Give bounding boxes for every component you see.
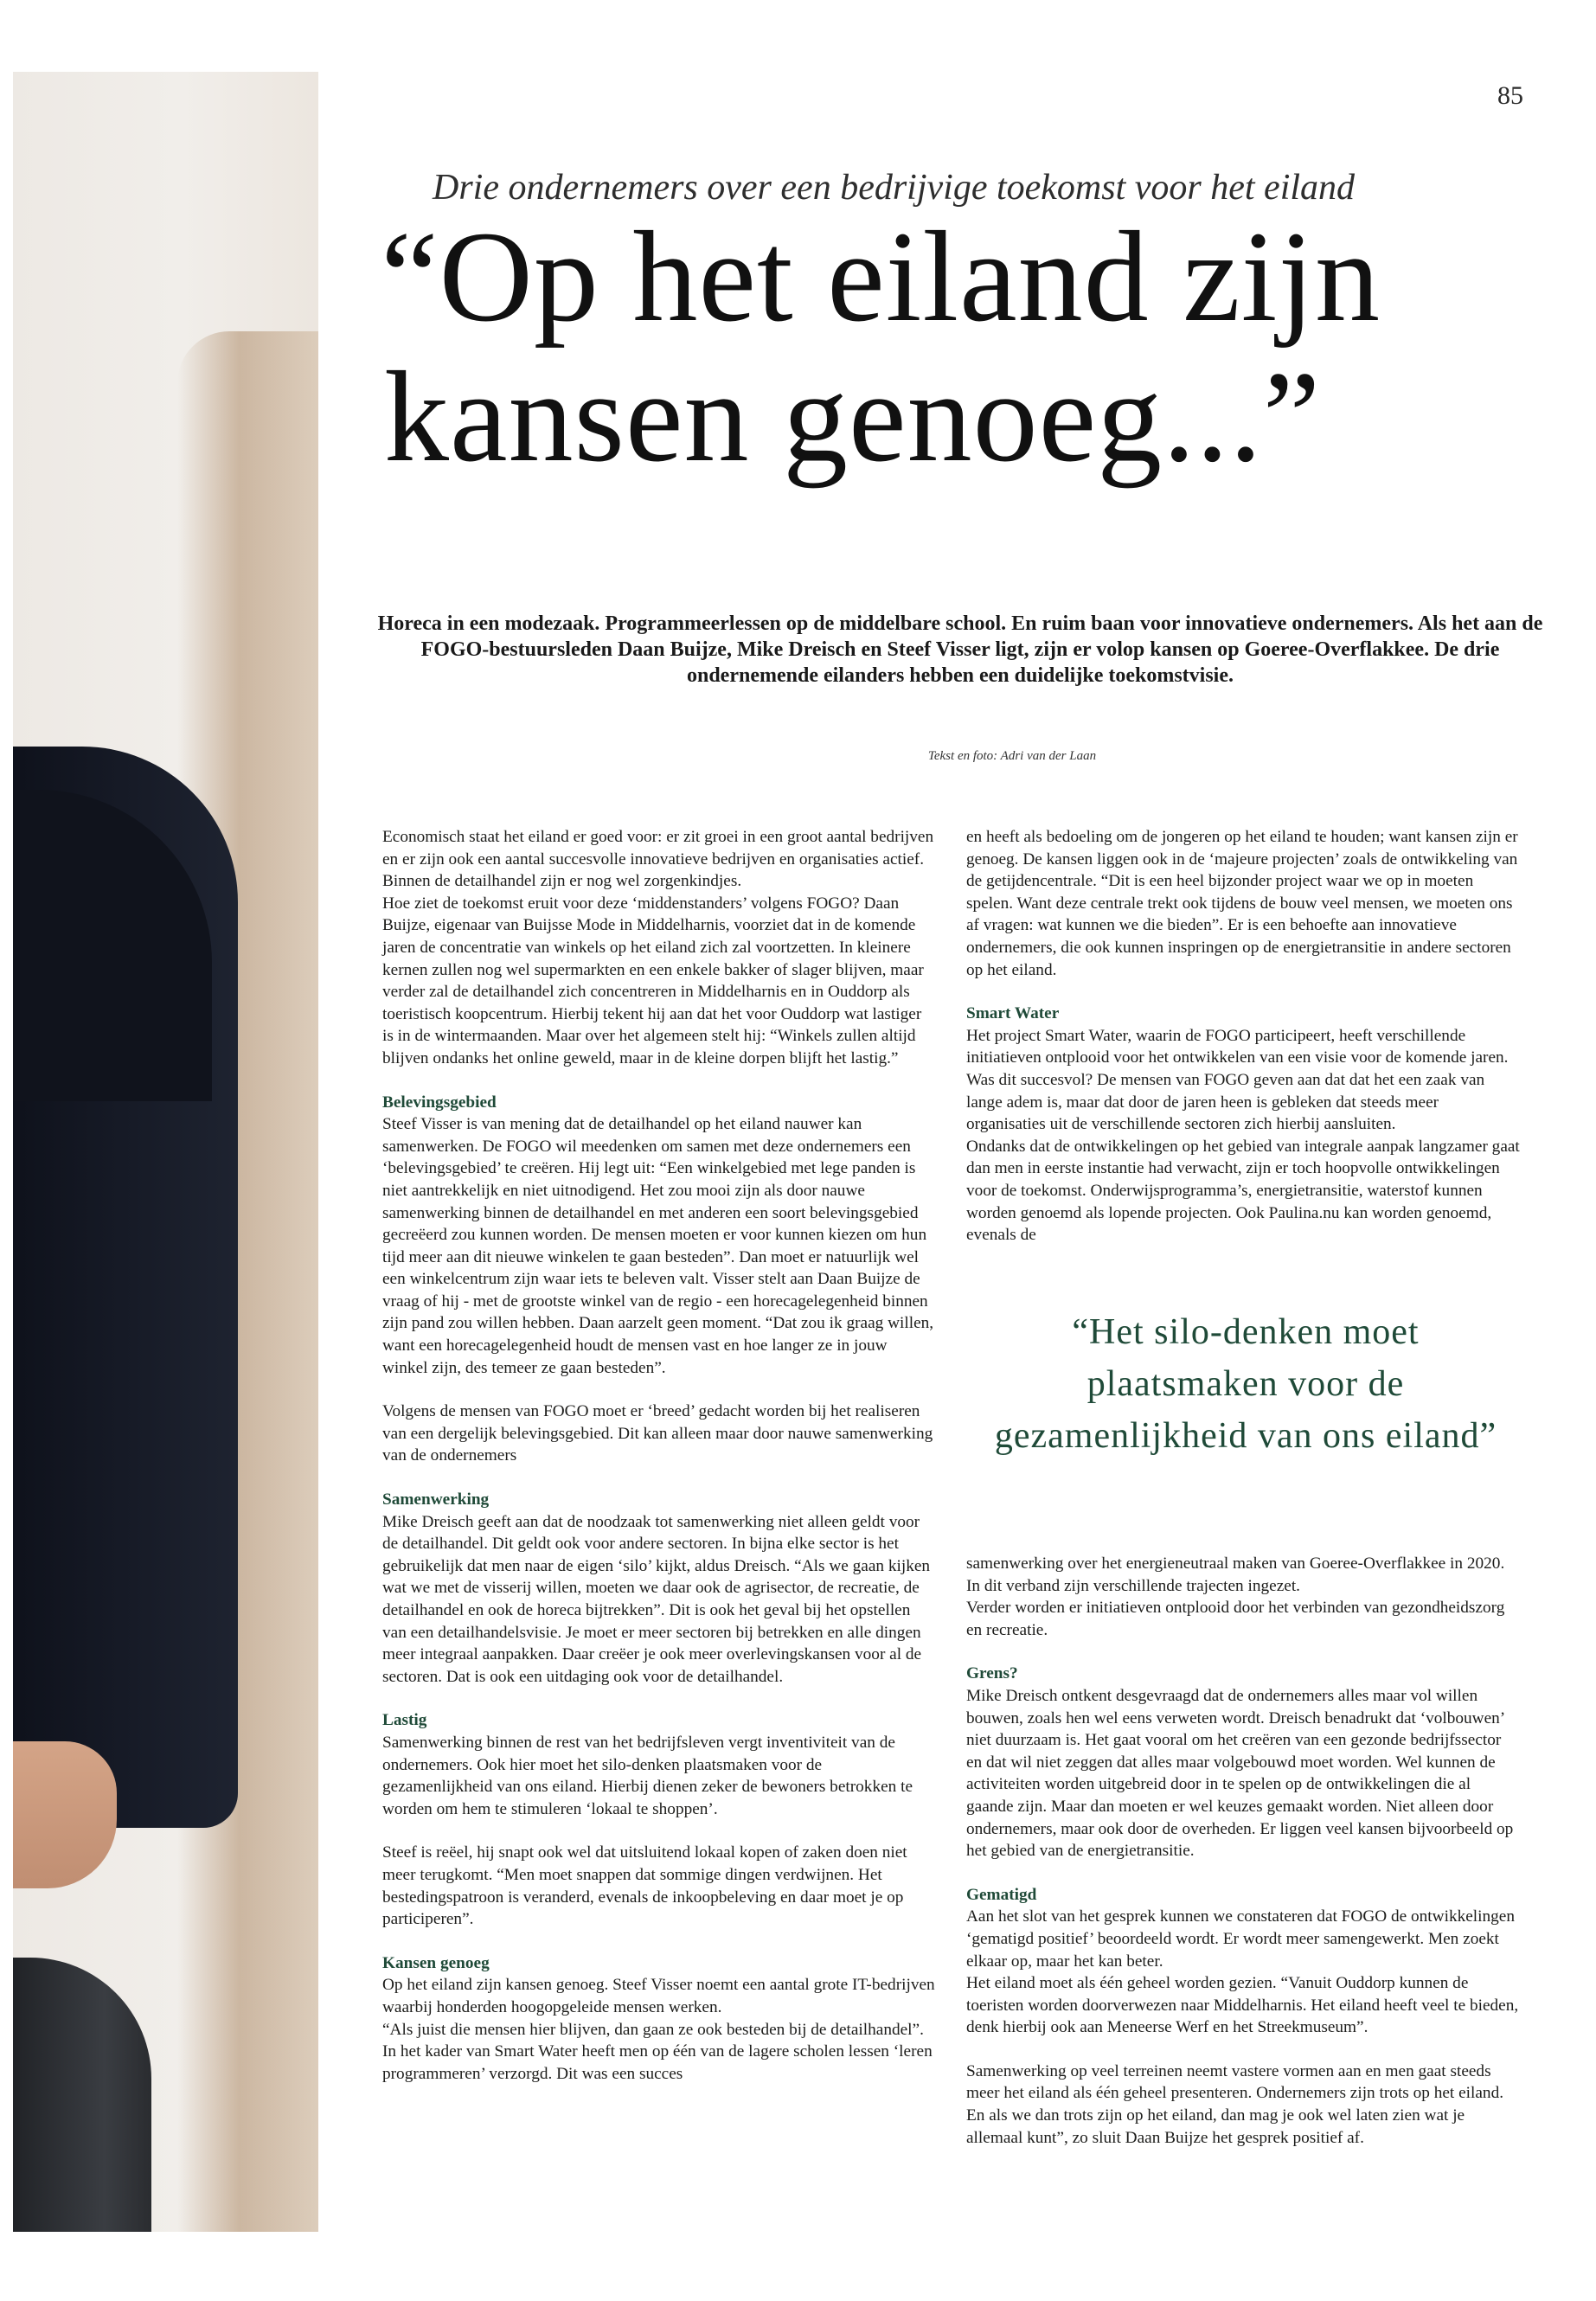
paragraph: Mike Dreisch geeft aan dat de noodzaak tot samenwerking niet alleen geldt voor de detailhandel. Dit geldt ook voor andere sectoren. In bijna elke sector is het gebruikelijk dat men naar de eigen ‘silo’ kijkt, aldus Dreisch. “Als we gaan kijken wat we met de visserij willen, moeten we daar ook de agrisector, de recreatie, de detailhandel en ook de horeca bijtrekken”. Dit is ook het geval bij het opstellen van een detailhandelsvisie. Je moet er meer sectoren bij betrekken en alle dingen meer integraal aanpakken. Daar creëer je ook meer overlevingskansen voor al de sectoren. Dat is ook een uitdaging ook voor de detailhandel. <box>382 1512 931 1686</box>
right-column-top <box>966 826 1520 1247</box>
section-heading-kansen-genoeg: Kansen genoeg <box>382 1953 490 1972</box>
page-number: 85 <box>1497 81 1523 110</box>
paragraph: Aan het slot van het gesprek kunnen we constateren dat FOGO de ontwikkelingen ‘gematigd positief’ beoordeeld wordt. Er wordt meer samengewerkt. Men zoekt elkaar op, maar het kan beter. <box>966 1907 1515 1971</box>
paragraph: Samenwerking op veel terreinen neemt vastere vormen aan en men gaat steeds meer het eiland als één geheel presenteren. Ondernemers zijn trots op het eiland. En als we dan trots zijn op het eiland, dan mag je ook wel laten zien wat je allemaal kunt”, zo sluit Daan Buijze het gesprek positief af. <box>966 2061 1504 2147</box>
headline-line-1: “Op het eiland zijn <box>381 205 1381 349</box>
section-heading-samenwerking: Samenwerking <box>382 1490 490 1509</box>
section-heading-grens: Grens? <box>966 1664 1018 1683</box>
paragraph: Economisch staat het eiland er goed voor: er zit groei in een groot aantal bedrijven en er zijn ook een aantal succesvolle innovatieve bedrijven en organisaties actief. Binnen de detailhandel zijn er nog wel zorgenkindjes. <box>382 828 934 891</box>
paragraph: Samenwerking binnen de rest van het bedrijfsleven vergt inventiviteit van de ondernemers. Ook hier moet het silo-denken plaatsmaken voor de gezamenlijkheid van ons eiland. Hierbij dienen zeker de bewoners betrokken te worden om hem te stimuleren ‘lokaal te shoppen’. <box>382 1733 913 1818</box>
paragraph: Mike Dreisch ontkent desgevraagd dat de ondernemers alles maar vol willen bouwen, zoals hen wel eens verweten wordt. Dreisch benadrukt dat ‘volbouwen’ niet duurzaam is. Het gaat vooral om het creëren van een gezonde bedrijfssector en dat wil niet zeggen dat alles maar volgebouwd moet worden. Wel kunnen de activiteiten worden uitgebreid door in te spelen op de ontwikkelingen die al gaande zijn. Maar dan moeten er wel keuzes gemaakt worden. Niet alleen door ondernemers, maar ook door de overheden. Er liggen veel kansen bijvoorbeeld op het gebied van de energietransitie. <box>966 1686 1514 1861</box>
photo-credit: Tekst en foto: Adri van der Laan <box>927 749 1097 763</box>
article-lead: Horeca in een modezaak. Programmeerlessen op de middelbare school. En ruim baan voor innovatieve ondernemers. Als het aan de FOGO-bestuursleden Daan Buijze, Mike Dreisch en Steef Visser ligt, zijn er volop kansen op Goeree-Overflakkee. De drie ondernemende eilanders hebben een duidelijke toekomstvisie. <box>377 612 1543 687</box>
paragraph: Het eiland moet als één geheel worden gezien. “Vanuit Ouddorp kunnen de toeristen worden doorverwezen naar Middelharnis. Het eiland heeft veel te bieden, denk hierbij ook aan Meneerse Werf en het Streekmuseum”. <box>966 1974 1519 2037</box>
paragraph: Steef Visser is van mening dat de detailhandel op het eiland nauwer kan samenwerken. De FOGO wil meedenken om samen met deze ondernemers een ‘belevingsgebied’ te creëren. Hij legt uit: “Een winkelgebied met lege panden is niet aantrekkelijk en niet uitnodigend. Het zou mooi zijn als door nauwe samenwerking binnen de detailhandel en met anderen een soort belevingsgebied gecreëerd zou kunnen worden. De mensen moeten er voor kunnen kiezen om hun tijd meer aan dit nieuwe winkelen te gaan besteden”. Dan moet er natuurlijk wel een winkelcentrum zijn waar iets te beleven valt. Visser stelt aan Daan Buijze de vraag of hij - met de grootste winkel van de regio - een horecagelegenheid binnen zijn pand zou willen hebben. Daan aarzelt geen moment. “Dat zou ik graag willen, want een horecagelegenheid houdt de mensen vast en hoe langer ze in jouw winkel zijn, des temeer ze gaan besteden”. <box>382 1115 934 1377</box>
paragraph: Het project Smart Water, waarin de FOGO participeert, heeft verschillende initiatieven ontplooid voor het ontwikkelen van een visie voor de komende jaren. Was dit succesvol? De mensen van FOGO geven aan dat dat het een zaak van lange adem is, maar dat door de jaren heen is gebleken dat steeds meer organisaties uit de verschillende sectoren zich hierbij aansluiten. <box>966 1026 1509 1134</box>
portrait-photo <box>13 72 318 2232</box>
paragraph: Hoe ziet de toekomst eruit voor deze ‘middenstanders’ volgens FOGO? Daan Buijze, eigenaar van Buijsse Mode in Middelharnis, voorziet dat in de komende jaren de concentratie van winkels op het eiland zich zal voortzetten. In kleinere kernen zullen nog wel supermarkten en een enkele bakker of slager blijven, maar verder zal de detailhandel zich concentreren in Middelharnis en in Ouddorp als toeristisch koopcentrum. Hierbij tekent hij aan dat het voor Ouddorp wat lastiger is in de wintermaanden. Maar over het algemeen stelt hij: “Winkels zullen altijd blijven ondanks het online geweld, maar in de kleine dorpen blijft het lastig.” <box>382 894 924 1067</box>
paragraph: Op het eiland zijn kansen genoeg. Steef Visser noemt een aantal grote IT-bedrijven waarbij honderden hoogopgeleide mensen werken. <box>382 1976 935 2016</box>
photo-hand <box>13 1741 117 1888</box>
paragraph: Ondanks dat de ontwikkelingen op het gebied van integrale aanpak langzamer gaat dan men in eerste instantie had verwacht, zijn er toch hoopvolle ontwikkelingen voor de toekomst. Onderwijsprogramma’s, energietransitie, waterstof kunnen worden genoemd als lopende projecten. Ook Paulina.nu kan worden genoemd, evenals de <box>966 1137 1520 1245</box>
section-heading-belevingsgebied: Belevingsgebied <box>382 1093 497 1112</box>
section-heading-gematigd: Gematigd <box>966 1885 1037 1904</box>
paragraph: Volgens de mensen van FOGO moet er ‘breed’ gedacht worden bij het realiseren van een dergelijk belevingsgebied. Dit kan alleen maar door nauwe samenwerking van de ondernemers <box>382 1402 933 1465</box>
paragraph: Verder worden er initiatieven ontplooid door het verbinden van gezondheidszorg en recreatie. <box>966 1599 1505 1639</box>
headline-line-2: kansen genoeg...” <box>384 345 1322 489</box>
paragraph: Steef is reëel, hij snapt ook wel dat uitsluitend lokaal kopen of zaken doen niet meer terugkomt. “Men moet snappen dat sommige dingen verdwijnen. Het bestedingspatroon is veranderd, evenals de inkoopbeleving en daar moet je op participeren”. <box>382 1843 907 1929</box>
left-column <box>382 826 936 2085</box>
paragraph: “Als juist die mensen hier blijven, dan gaan ze ook besteden bij de detailhandel”. In het kader van Smart Water heeft men op één van de lagere scholen lessen ‘leren programmeren’ verzorgd. Dit was een succes <box>382 2020 933 2083</box>
right-column-bottom <box>966 1553 1520 2149</box>
photo-chair <box>13 1958 151 2232</box>
section-heading-lastig: Lastig <box>382 1711 427 1730</box>
section-heading-smart-water: Smart Water <box>966 1004 1060 1023</box>
paragraph: samenwerking over het energieneutraal maken van Goeree-Overflakkee in 2020. In dit verband zijn verschillende trajecten ingezet. <box>966 1554 1505 1595</box>
article-kicker: Drie ondernemers over een bedrijvige toekomst voor het eiland <box>433 168 1356 208</box>
paragraph: en heeft als bedoeling om de jongeren op het eiland te houden; want kansen zijn er genoeg. De kansen liggen ook in de ‘majeure projecten’ zoals de ontwikkeling van de getijdencentrale. “Dit is een heel bijzonder project waar we op in moeten spelen. Want deze centrale trekt ook tijdens de bouw veel mensen, we moeten ons af vragen: wat kunnen we die bieden”. Er is een behoefte aan innovatieve ondernemers, die ook kunnen inspringen op de energietransitie in andere sectoren op het eiland. <box>966 828 1518 979</box>
pull-quote: “Het silo-denken moet plaatsmaken voor de gezamenlijkheid van ons eiland” <box>994 1312 1497 1456</box>
article-headline <box>381 205 1566 489</box>
